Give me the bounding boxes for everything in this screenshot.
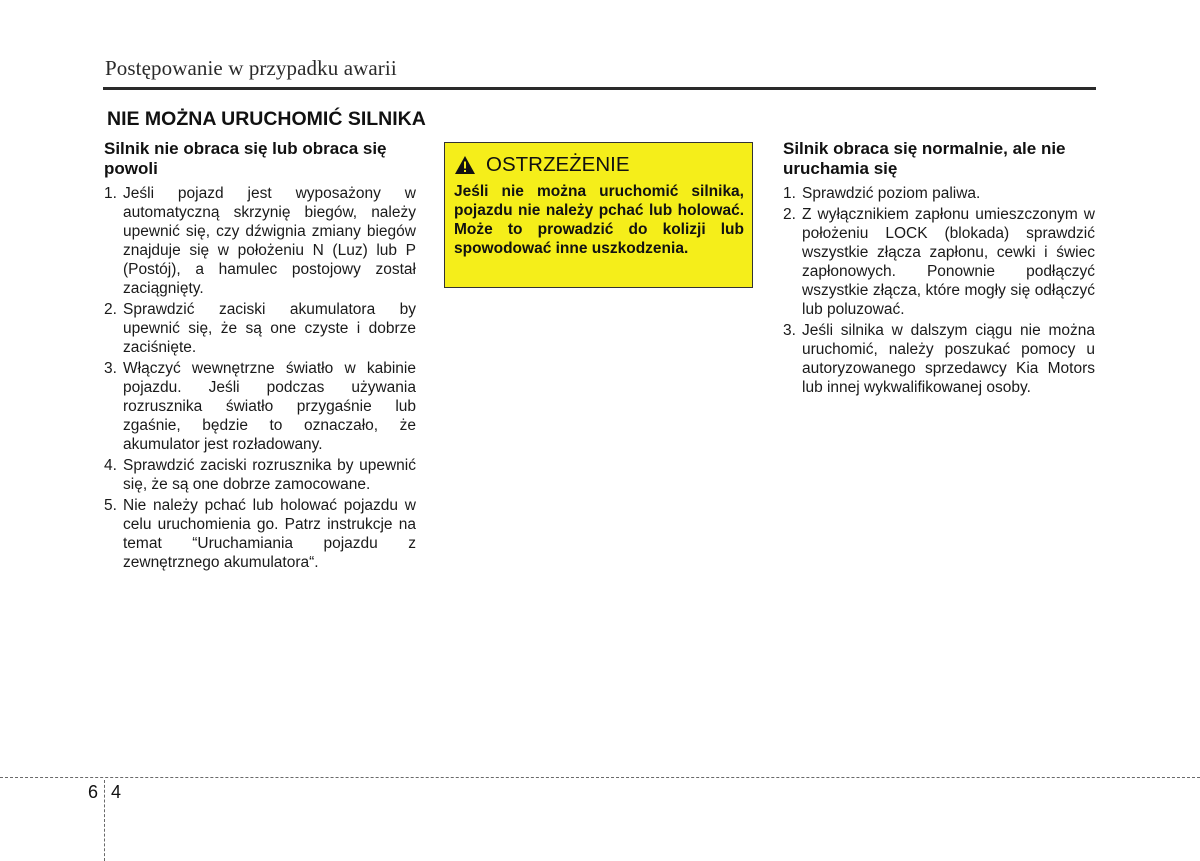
step-text: Sprawdzić zaciski akumulatora by upewnić się, że są one czyste i dobrze zaciśnięte. bbox=[123, 301, 416, 356]
warning-triangle-icon bbox=[454, 155, 476, 175]
chapter-number: 6 bbox=[88, 782, 99, 802]
footer-divider bbox=[0, 777, 1200, 778]
step-number: 3. bbox=[783, 322, 796, 339]
warning-box bbox=[444, 142, 753, 288]
left-column bbox=[104, 139, 416, 574]
list-item bbox=[104, 184, 416, 298]
section-title: NIE MOŻNA URUCHOMIĆ SILNIKA bbox=[107, 108, 426, 130]
step-text: Jeśli pojazd jest wyposażony w automatyczną skrzynię biegów, należy upewnić się, czy dźwignia zmiany biegów znajduje się w położeniu N (Luz) lub P (Postój), a hamulec postojowy został zaciągnięty. bbox=[123, 185, 416, 297]
step-number: 1. bbox=[104, 185, 117, 202]
left-column-heading: Silnik nie obraca się lub obraca się powoli bbox=[104, 139, 387, 178]
step-text: Jeśli silnika w dalszym ciągu nie można uruchomić, należy poszukać pomocy u autoryzowanego sprzedawcy Kia Motors lub innej wykwalifikowanej osoby. bbox=[802, 322, 1095, 396]
step-number: 5. bbox=[104, 497, 117, 514]
step-text: Sprawdzić poziom paliwa. bbox=[802, 185, 981, 202]
step-number: 2. bbox=[783, 206, 796, 223]
list-item bbox=[783, 184, 1095, 203]
step-text: Nie należy pchać lub holować pojazdu w celu uruchomienia go. Patrz instrukcje na temat “Uruchamiania pojazdu z zewnętrznego akumulatora“. bbox=[123, 497, 416, 571]
list-item bbox=[104, 359, 416, 454]
left-steps-list bbox=[104, 184, 416, 572]
right-steps-list bbox=[783, 184, 1095, 397]
list-item bbox=[104, 496, 416, 572]
step-number: 3. bbox=[104, 360, 117, 377]
list-item bbox=[104, 300, 416, 357]
warning-text: Jeśli nie można uruchomić silnika, pojazdu nie należy pchać lub holować. Może to prowadzić do kolizji lub spowodować inne uszkodzenia. bbox=[454, 183, 744, 257]
page-number: 4 bbox=[111, 782, 122, 802]
right-column bbox=[783, 139, 1095, 399]
step-number: 1. bbox=[783, 185, 796, 202]
step-number: 4. bbox=[104, 457, 117, 474]
right-column-heading: Silnik obraca się normalnie, ale nie uruchamia się bbox=[783, 139, 1066, 178]
list-item bbox=[104, 456, 416, 494]
list-item bbox=[783, 205, 1095, 319]
warning-header bbox=[454, 153, 744, 177]
list-item bbox=[783, 321, 1095, 397]
step-text: Sprawdzić zaciski rozrusznika by upewnić się, że są one dobrze zamocowane. bbox=[123, 457, 416, 493]
footer-vertical-divider bbox=[104, 780, 105, 861]
step-number: 2. bbox=[104, 301, 117, 318]
warning-title: OSTRZEŻENIE bbox=[486, 153, 630, 176]
step-text: Z wyłącznikiem zapłonu umieszczonym w położeniu LOCK (blokada) sprawdzić wszystkie złącza zapłonu, cewki i świec zapłonowych. Ponownie podłączyć wszystkie złącza, które mogły się odłączyć lub poluzować. bbox=[802, 206, 1095, 318]
chapter-divider bbox=[103, 87, 1096, 90]
step-text: Włączyć wewnętrzne światło w kabinie pojazdu. Jeśli podczas używania rozrusznika światło przygaśnie lub zgaśnie, będzie to oznaczało, że akumulator jest rozładowany. bbox=[123, 360, 416, 453]
chapter-title: Postępowanie w przypadku awarii bbox=[105, 56, 397, 80]
